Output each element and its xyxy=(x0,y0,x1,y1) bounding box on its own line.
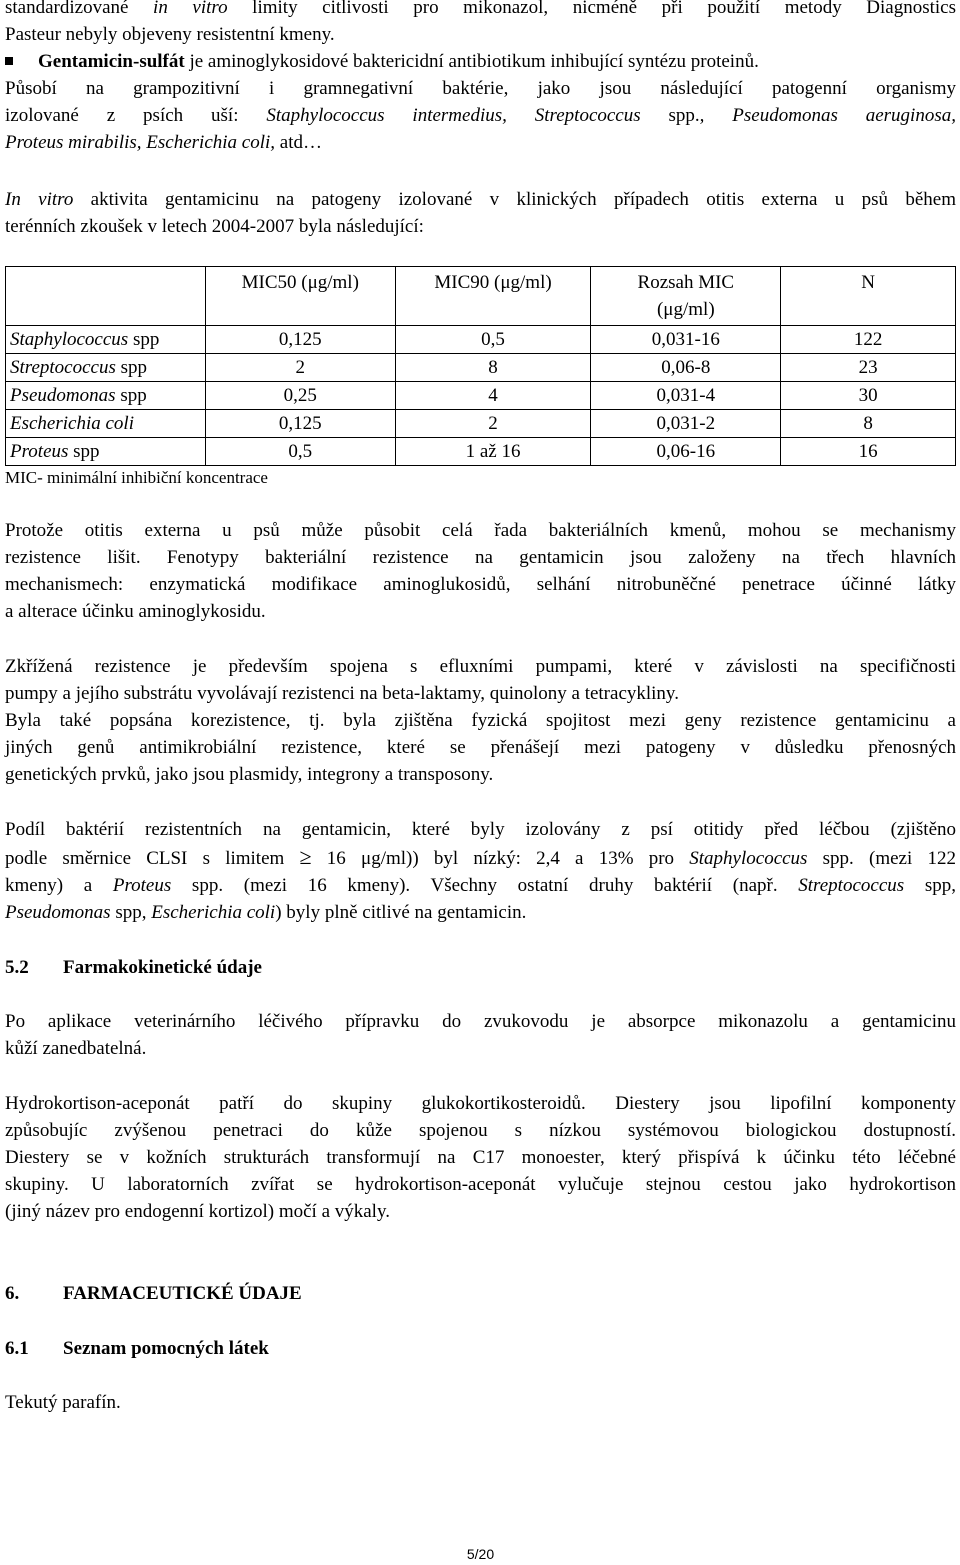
mic90-cell: 8 xyxy=(395,354,591,382)
page-number: 5/20 xyxy=(466,1546,495,1562)
n-cell: 23 xyxy=(781,354,956,382)
table-row xyxy=(6,354,956,382)
text: Streptococcus xyxy=(10,357,116,378)
text: podle směrnice CLSI s limitem xyxy=(5,848,300,869)
header-cell: MIC90 (μg/ml) xyxy=(395,267,591,326)
text: izolované z psích uší: xyxy=(5,105,267,126)
text: Proteus mirabilis, Escherichia coli, xyxy=(5,132,276,153)
organism-cell xyxy=(6,354,206,382)
text: jiných genů antimikrobiální rezistence, které se přenášejí mezi patogeny v důsledku přenosných xyxy=(5,737,956,758)
header-text: Rozsah MIC xyxy=(637,272,735,293)
table-row xyxy=(6,410,956,438)
text: , Pseudomonas aeruginosa, xyxy=(699,105,956,126)
mic50-cell: 0,125 xyxy=(205,326,395,354)
text: (jiný název pro endogenní kortizol) močí a výkaly. xyxy=(5,1201,390,1222)
text: mechanismech: enzymatická modifikace aminoglukosidů, selhání nitrobuněčné penetrace účinné látky xyxy=(5,574,956,595)
text: In vitro xyxy=(5,189,74,210)
organism-cell xyxy=(6,410,206,438)
header-text: (μg/ml) xyxy=(656,299,715,320)
text: spp xyxy=(115,385,147,406)
mic50-cell: 2 xyxy=(205,354,395,382)
section-heading-6-1 xyxy=(5,1335,269,1362)
section-number: 6. xyxy=(5,1283,20,1304)
intro-paragraph xyxy=(5,0,956,48)
bold-term: Gentamicin-sulfát xyxy=(38,51,185,72)
range-cell: 0,06-16 xyxy=(591,438,781,466)
section-title: Farmakokinetické údaje xyxy=(63,957,262,978)
section-heading-6 xyxy=(5,1280,302,1307)
text: Po aplikace veterinárního léčivého přípravku do zvukovodu je absorpce mikonazolu a gentamicinu xyxy=(5,1011,956,1032)
bullet-square-icon xyxy=(5,57,13,65)
excipient-text: Tekutý parafín. xyxy=(5,1392,121,1413)
text: kmeny) a xyxy=(5,875,113,896)
invitro-paragraph xyxy=(5,186,956,240)
mic-table-note: MIC- minimální inhibiční koncentrace xyxy=(5,468,268,487)
resistance-paragraph xyxy=(5,517,956,625)
text: Staphylococcus intermedius, Streptococcus xyxy=(266,105,641,126)
cross-resistance-paragraph xyxy=(5,653,956,788)
header-cell: MIC50 (μg/ml) xyxy=(205,267,395,326)
text: spp. xyxy=(640,105,700,126)
section-number: 6.1 xyxy=(5,1338,29,1359)
text: spp, xyxy=(110,902,152,923)
pk-paragraph-1 xyxy=(5,1008,956,1062)
mic50-cell: 0,125 xyxy=(205,410,395,438)
section-number: 5.2 xyxy=(5,957,29,978)
text: spp xyxy=(68,441,100,462)
section-title: FARMACEUTICKÉ ÚDAJE xyxy=(63,1283,302,1304)
text: spp. (mezi 16 kmeny). Všechny ostatní druhy baktérií (např. xyxy=(171,875,799,896)
table-row xyxy=(6,438,956,466)
table-header-row xyxy=(6,267,956,326)
text: Zkřížená rezistence je především spojena s efluxními pumpami, které v závislosti na specifičnosti xyxy=(5,656,956,677)
text: Působí na grampozitivní i gramnegativní baktérie, jako jsou následující patogenní organismy xyxy=(5,78,956,99)
mic90-cell: 0,5 xyxy=(395,326,591,354)
range-cell: 0,031-16 xyxy=(591,326,781,354)
text: a alterace účinku aminoglykosidu. xyxy=(5,601,266,622)
text: genetických prvků, jako jsou plasmidy, integrony a transposony. xyxy=(5,764,494,785)
resistance-share-paragraph xyxy=(5,816,956,926)
mic-table xyxy=(5,266,956,466)
range-cell: 0,06-8 xyxy=(591,354,781,382)
gentamicin-bullet xyxy=(5,48,956,156)
text: atd… xyxy=(275,132,322,153)
text: způsobujíc zvýšenou penetraci do kůže spojenou s nízkou systémovou biologickou dostupností. xyxy=(5,1120,956,1141)
text: Streptococcus xyxy=(798,875,905,896)
text: Protože otitis externa u psů může působit celá řada bakteriálních kmenů, mohou se mechanismy xyxy=(5,520,956,541)
text: limity citlivosti pro mikonazol, nicméně při použití metody Diagnostics xyxy=(227,0,956,18)
text: kůží zanedbatelná. xyxy=(5,1038,147,1059)
organism-cell xyxy=(6,326,206,354)
text: pumpy a jejího substrátu vyvolávají rezistenci na beta-laktamy, quinolony a tetracykliny. xyxy=(5,683,679,704)
text: Staphylococcus xyxy=(10,329,129,350)
table-row xyxy=(6,326,956,354)
text: Escherichia coli xyxy=(151,902,276,923)
pk-paragraph-2 xyxy=(5,1090,956,1225)
text: Pseudomonas xyxy=(5,902,111,923)
text: spp xyxy=(115,357,148,378)
organism-cell xyxy=(6,382,206,410)
n-cell: 16 xyxy=(781,438,956,466)
greater-equal-symbol: ≥ xyxy=(299,844,312,869)
mic90-cell: 4 xyxy=(395,382,591,410)
range-cell: 0,031-2 xyxy=(591,410,781,438)
header-cell: N xyxy=(781,267,956,326)
text: rezistence lišit. Fenotypy bakteriální rezistence na gentamicin jsou založeny na třech hlavních xyxy=(5,547,956,568)
text: Escherichia coli xyxy=(10,413,134,434)
header-cell xyxy=(6,267,206,326)
text: skupiny. U laboratorních zvířat se hydrokortison-aceponát vylučuje stejnou cestou jako hydrokortison xyxy=(5,1174,956,1195)
text: spp. (mezi 122 xyxy=(807,848,956,869)
n-cell: 8 xyxy=(781,410,956,438)
text: je aminoglykosidové baktericidní antibiotikum inhibující syntézu proteinů. xyxy=(184,51,759,72)
organism-cell xyxy=(6,438,206,466)
text: ) byly plně citlivé na gentamicin. xyxy=(275,902,527,923)
mic90-cell: 2 xyxy=(395,410,591,438)
text: 16 μg/ml)) byl nízký: 2,4 a 13% pro xyxy=(311,848,690,869)
text: in vitro xyxy=(153,0,228,18)
text: Pseudomonas xyxy=(10,385,116,406)
table-row xyxy=(6,382,956,410)
range-cell: 0,031-4 xyxy=(591,382,781,410)
section-title: Seznam pomocných látek xyxy=(63,1338,269,1359)
mic50-cell: 0,25 xyxy=(205,382,395,410)
text: aktivita gentamicinu na patogeny izolované v klinických případech otitis externa u psů během xyxy=(73,189,956,210)
text: standardizované xyxy=(5,0,154,18)
text: Staphylococcus xyxy=(689,848,808,869)
text: terénních zkoušek v letech 2004-2007 byla následující: xyxy=(5,216,424,237)
text: Proteus xyxy=(112,875,172,896)
mic50-cell: 0,5 xyxy=(205,438,395,466)
header-cell xyxy=(591,267,781,326)
text: Proteus xyxy=(10,441,69,462)
section-heading-5-2 xyxy=(5,954,262,981)
n-cell: 30 xyxy=(781,382,956,410)
text: Byla také popsána korezistence, tj. byla zjištěna fyzická spojitost mezi geny rezistence gentamicinu a xyxy=(5,710,956,731)
text: Diestery se v kožních strukturách transformují na C17 monoester, který přispívá k účinku této léčebné xyxy=(5,1147,956,1168)
n-cell: 122 xyxy=(781,326,956,354)
mic90-cell: 1 až 16 xyxy=(395,438,591,466)
text: Podíl baktérií rezistentních na gentamicin, které byly izolovány z psí otitidy před léčbou (zjištěno xyxy=(5,819,956,840)
text: spp xyxy=(128,329,160,350)
text: Hydrokortison-aceponát patří do skupiny glukokortikosteroidů. Diestery jsou lipofilní komponenty xyxy=(5,1093,956,1114)
text: Pasteur nebyly objeveny resistentní kmeny. xyxy=(5,24,335,45)
text: spp, xyxy=(904,875,956,896)
